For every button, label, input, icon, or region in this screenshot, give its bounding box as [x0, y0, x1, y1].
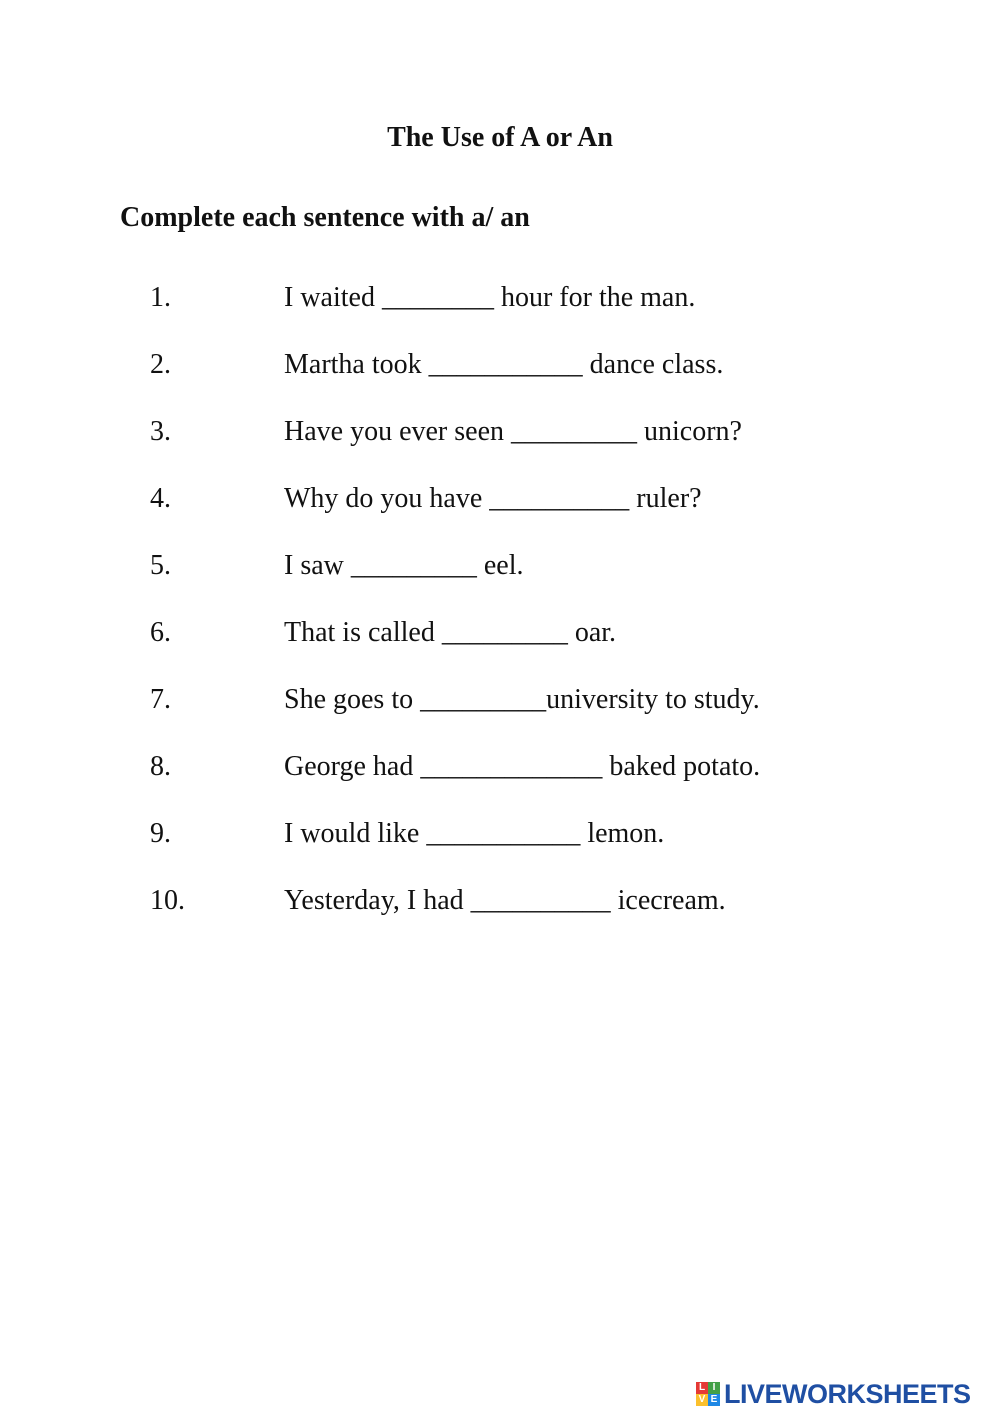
sentence-start: Why do you have	[284, 483, 490, 514]
question-item	[0, 682, 1000, 749]
sentence-start: That is called	[284, 617, 442, 648]
question-item	[0, 749, 1000, 816]
question-number: 9.	[150, 818, 171, 849]
question-item	[0, 615, 1000, 682]
question-item	[0, 883, 1000, 950]
sentence-end: hour for the man.	[493, 282, 696, 313]
question-number: 3.	[150, 416, 171, 447]
sentence-start: Have you ever seen	[284, 416, 512, 447]
sentence-end: icecream.	[610, 885, 726, 916]
answer-blank[interactable]: ___________	[428, 349, 583, 380]
logo-text: LIVEWORKSHEETS	[724, 1378, 971, 1409]
answer-blank[interactable]: ___________	[426, 818, 581, 849]
sentence-end: lemon.	[580, 818, 665, 849]
question-item	[0, 347, 1000, 414]
logo-mark-letter: V	[696, 1394, 708, 1406]
sentence-start: I would like	[284, 818, 427, 849]
liveworksheets-mark-icon	[696, 1382, 720, 1406]
question-text	[284, 481, 702, 517]
sentence-start: She goes to	[284, 684, 421, 715]
answer-blank[interactable]: _________	[511, 416, 638, 447]
liveworksheets-logo	[696, 1376, 971, 1412]
question-text	[284, 280, 695, 316]
logo-mark-letter: I	[708, 1382, 720, 1394]
sentence-start: Martha took	[284, 349, 429, 380]
question-text	[284, 682, 760, 718]
question-text	[284, 615, 616, 651]
sentence-end: unicorn?	[637, 416, 742, 447]
answer-blank[interactable]: ________	[381, 282, 494, 313]
question-number: 1.	[150, 282, 171, 313]
answer-blank[interactable]: _____________	[420, 751, 603, 782]
question-text	[284, 548, 524, 584]
question-number: 7.	[150, 684, 171, 715]
question-number: 10.	[150, 885, 185, 916]
answer-blank[interactable]: _________	[350, 550, 477, 581]
answer-blank[interactable]: _________	[420, 684, 547, 715]
question-number: 2.	[150, 349, 171, 380]
question-text	[284, 749, 760, 785]
answer-blank[interactable]: __________	[470, 885, 611, 916]
question-number: 5.	[150, 550, 171, 581]
question-text	[284, 816, 664, 852]
sentence-start: Yesterday, I had	[284, 885, 471, 916]
question-text	[284, 883, 726, 919]
sentence-end: eel.	[476, 550, 524, 581]
question-number: 4.	[150, 483, 171, 514]
instruction-heading: Complete each sentence with a/ an	[120, 202, 530, 233]
sentence-start: I waited	[284, 282, 382, 313]
question-text	[284, 347, 723, 383]
question-item	[0, 280, 1000, 347]
question-item	[0, 816, 1000, 883]
sentence-start: I saw	[284, 550, 351, 581]
sentence-end: oar.	[567, 617, 617, 648]
question-number: 6.	[150, 617, 171, 648]
answer-blank[interactable]: __________	[489, 483, 630, 514]
answer-blank[interactable]: _________	[441, 617, 568, 648]
logo-mark-letter: L	[696, 1382, 708, 1394]
sentence-start: George had	[284, 751, 421, 782]
question-item	[0, 414, 1000, 481]
question-number: 8.	[150, 751, 171, 782]
question-item	[0, 548, 1000, 615]
sentence-end: baked potato.	[602, 751, 761, 782]
sentence-end: ruler?	[629, 483, 702, 514]
question-item	[0, 481, 1000, 548]
logo-mark-letter: E	[708, 1394, 720, 1406]
sentence-end: dance class.	[582, 349, 724, 380]
question-list	[0, 280, 1000, 950]
question-text	[284, 414, 742, 450]
page-title: The Use of A or An	[387, 122, 613, 153]
sentence-end: university to study.	[546, 684, 760, 715]
